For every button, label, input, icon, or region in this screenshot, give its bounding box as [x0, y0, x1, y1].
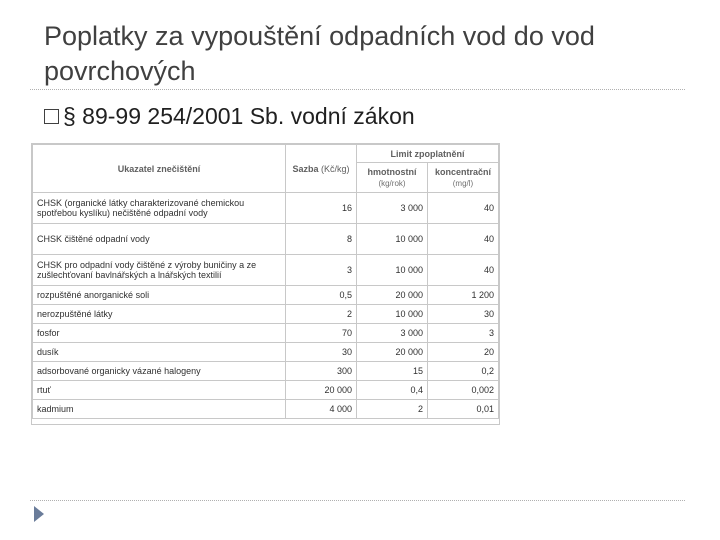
header-rate: Sazba (Kč/kg) [286, 145, 357, 193]
table-row: CHSK pro odpadní vody čištěné z výroby buničiny a ze zušlechťovaní bavlnářských a lnářských textilií 3 10 000 40 [33, 255, 499, 286]
slide-title: Poplatky za vypouštění odpadních vod do vod povrchových [44, 21, 595, 86]
bullet-box-icon [44, 109, 59, 124]
table-row: rtuť 20 000 0,4 0,002 [33, 381, 499, 400]
bullet-text: § 89-99 254/2001 Sb. vodní zákon [63, 103, 415, 129]
bullet-item [44, 101, 415, 131]
header-limit: Limit zpoplatnění [357, 145, 499, 163]
table-row: adsorbované organicky vázané halogeny 300 15 0,2 [33, 362, 499, 381]
table-row: dusík 30 20 000 20 [33, 343, 499, 362]
table-row: CHSK (organické látky charakterizované chemickou spotřebou kyslíku) nečištěné odpadní vody 16 3 000 40 [33, 193, 499, 224]
next-arrow-icon [34, 506, 44, 522]
title-divider [30, 89, 685, 90]
fees-table [32, 144, 499, 419]
fees-table-image [31, 143, 500, 425]
footer-divider [30, 500, 685, 501]
table-row: rozpuštěné anorganické soli 0,5 20 000 1 200 [33, 286, 499, 305]
table-row: nerozpuštěné látky 2 10 000 30 [33, 305, 499, 324]
header-mass: hmotnostní (kg/rok) [357, 163, 428, 193]
table-row: kadmium 4 000 2 0,01 [33, 400, 499, 419]
table-row: CHSK čištěné odpadní vody 8 10 000 40 [33, 224, 499, 255]
table-row: fosfor 70 3 000 3 [33, 324, 499, 343]
header-indicator: Ukazatel znečištění [33, 145, 286, 193]
header-concentration: koncentrační (mg/l) [428, 163, 499, 193]
